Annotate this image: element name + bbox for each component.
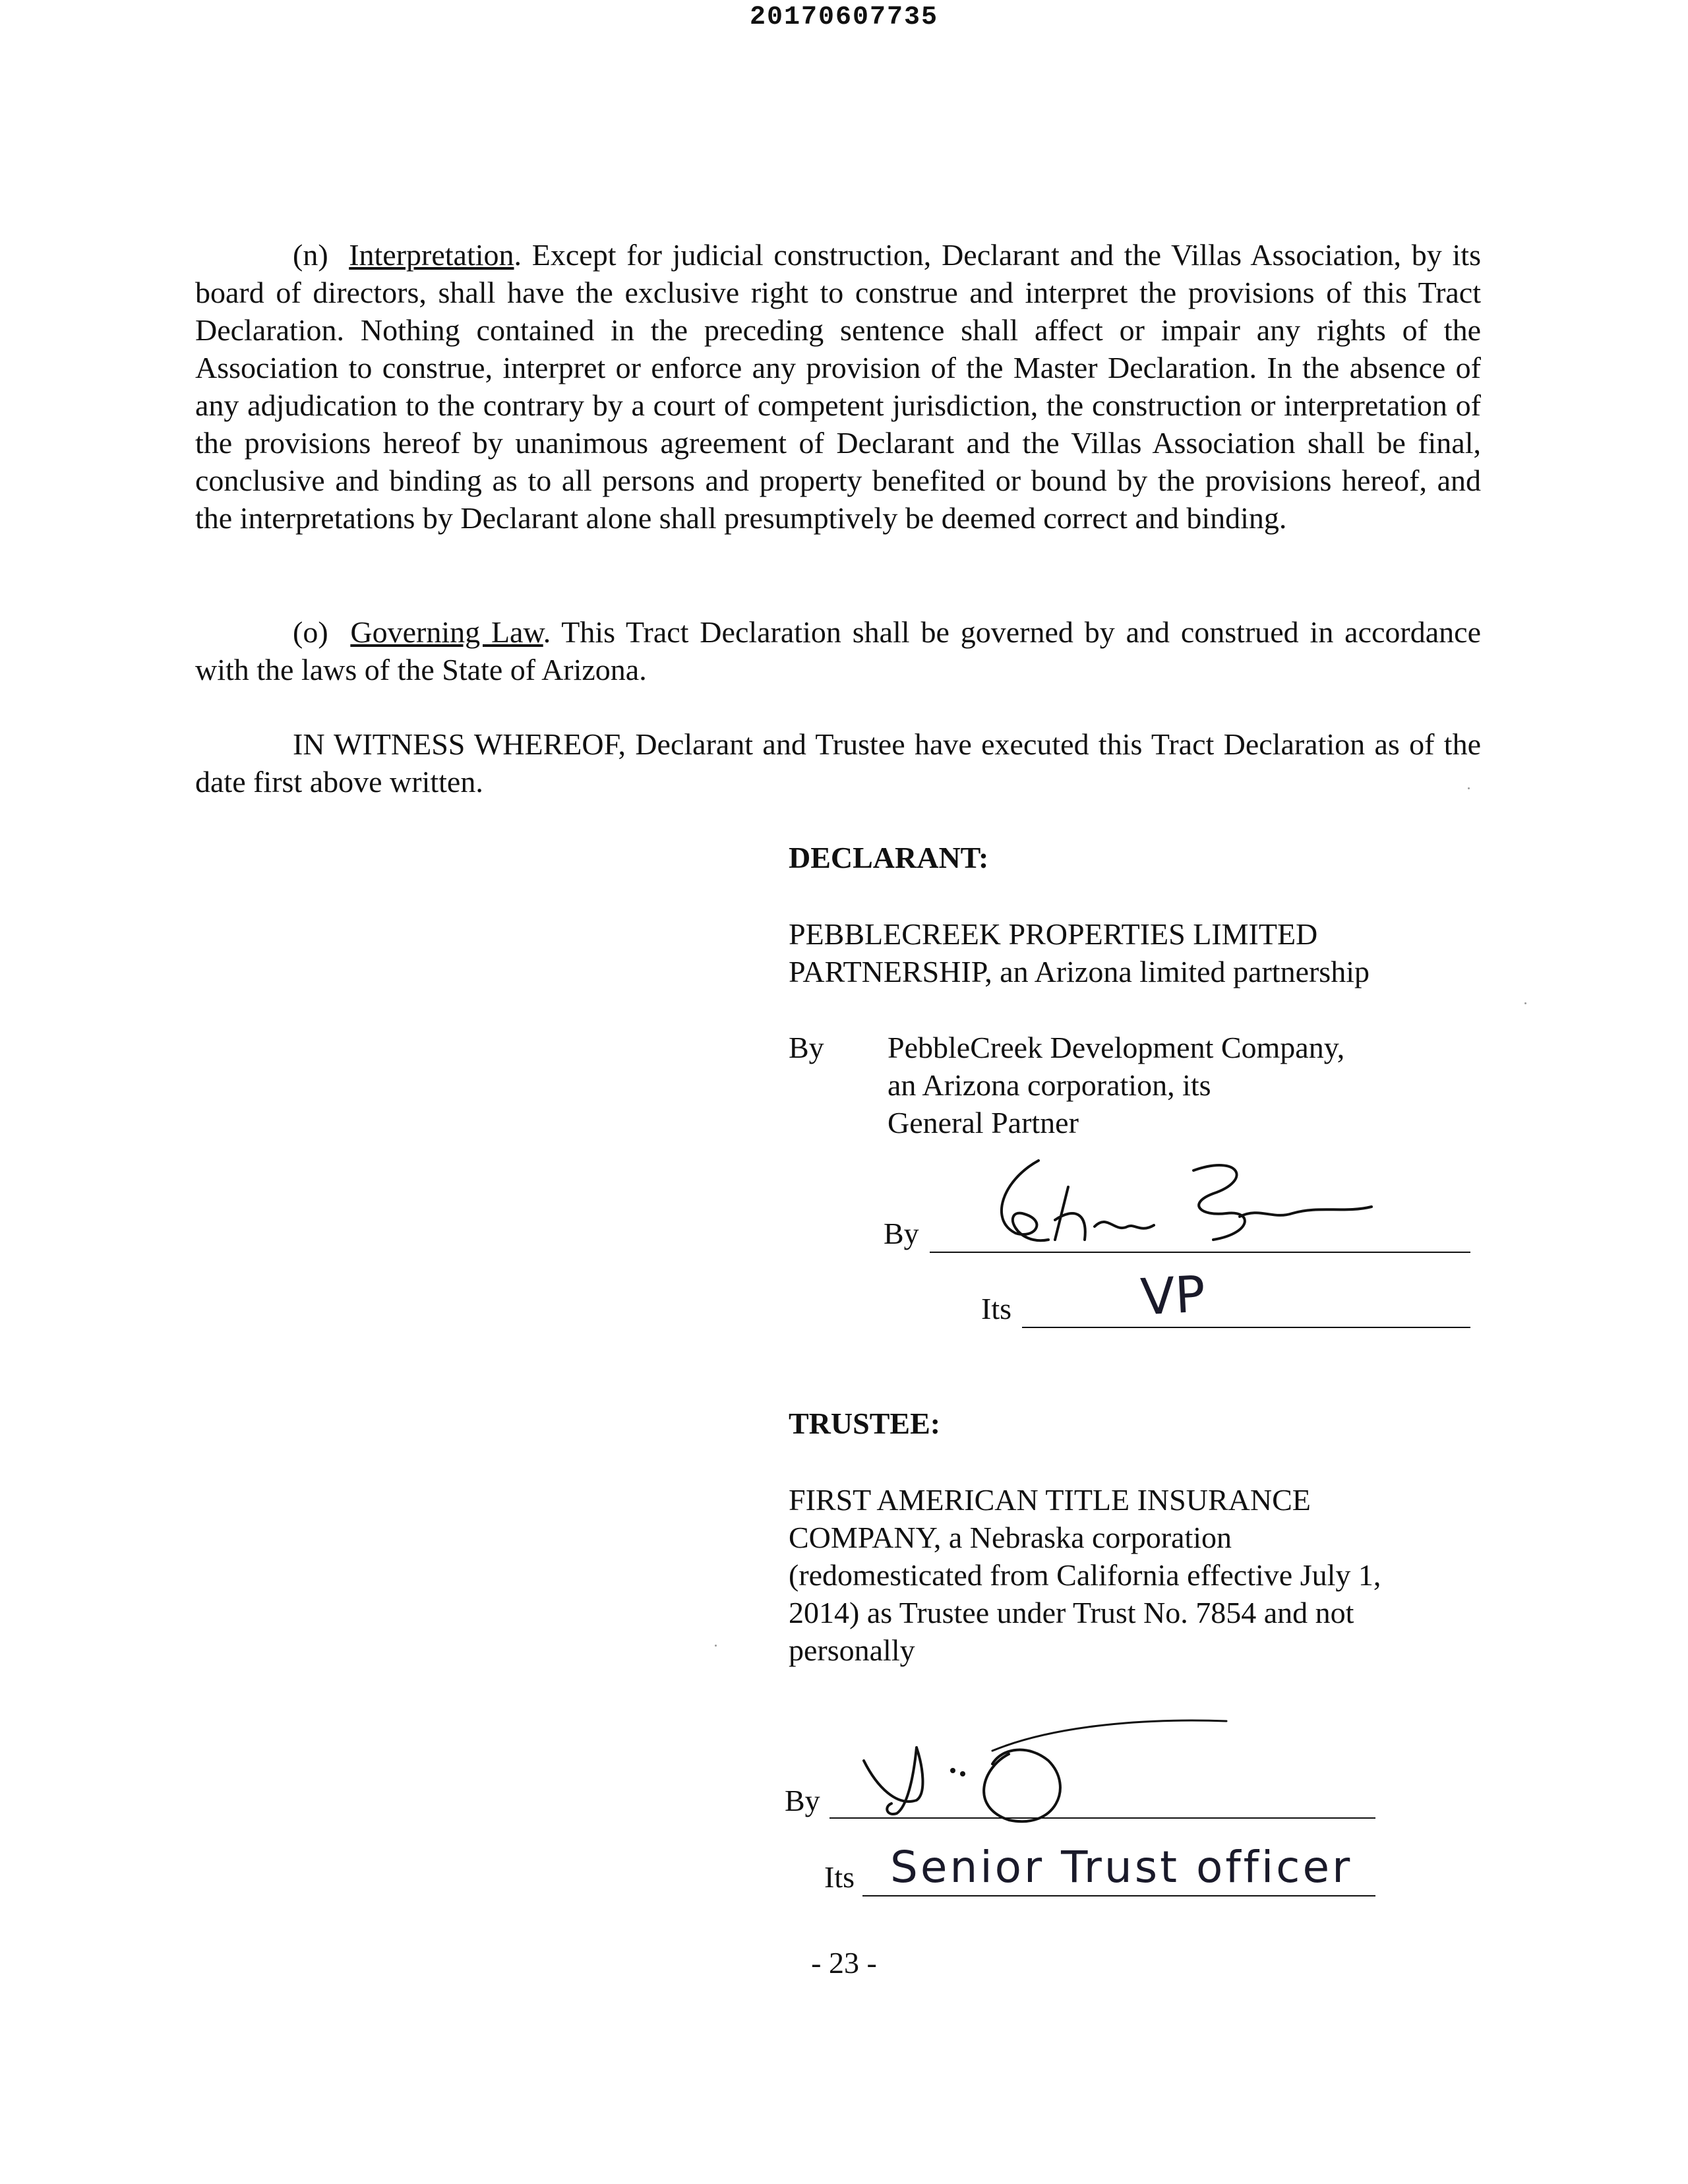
trustee-sig-by-label: By [785,1784,820,1817]
trustee-entity-line4: 2014) as Trustee under Trust No. 7854 and not [789,1596,1354,1629]
witness-paragraph: IN WITNESS WHEREOF, Declarant and Trustee have executed this Tract Declaration as of the date first above written. [195,727,1481,799]
scan-speck [1524,1002,1526,1004]
declarant-entity-line1: PEBBLECREEK PROPERTIES LIMITED [789,917,1318,951]
section-o-title: Governing Law [350,615,543,649]
declarant-entity [789,915,1488,990]
declarant-by-line2: an Arizona corporation, its [888,1068,1211,1102]
trustee-heading: TRUSTEE: [789,1407,941,1440]
declarant-its-handwritten: VP [1139,1264,1207,1327]
declarant-heading: DECLARANT: [789,841,989,874]
declarant-entity-line2: PARTNERSHIP, an Arizona limited partnership [789,955,1370,988]
trustee-entity-line1: FIRST AMERICAN TITLE INSURANCE [789,1483,1311,1517]
section-n-label: (n) [293,238,328,272]
section-n-title: Interpretation [349,238,514,272]
declarant-signature-icon [976,1141,1398,1273]
trustee-entity [789,1481,1488,1669]
declarant-sig-by-label: By [884,1217,919,1250]
page-number: - 23 - [811,1946,877,1980]
declarant-by-line1: PebbleCreek Development Company, [888,1031,1345,1064]
trustee-sig-its-label: Its [824,1860,855,1894]
declarant-by-line3: General Partner [888,1106,1079,1139]
scan-speck [1468,787,1470,789]
trustee-entity-line5: personally [789,1633,915,1667]
trustee-entity-line2: COMPANY, a Nebraska corporation [789,1521,1232,1554]
trustee-its-handwritten: Senior Trust officer [890,1842,1353,1893]
section-o-paragraph [195,613,1481,688]
section-o-label: (o) [293,615,328,649]
trustee-its-line [862,1895,1375,1896]
declarant-by-label: By [789,1031,824,1064]
section-n-body: . Except for judicial construction, Declarant and the Villas Association, by its board of directors, shall have the exclusive right to construe and interpret the provisions of this Tract Declaration. Nothing contained in the preceding sentence shall affect or impair any rights of the Association to construe, interpret or enforce any provision of the Master Declaration. In the absence of any adjudication to the contrary by a court of competent jurisdiction, the construction or interpretation of the provisions hereof by unanimous agreement of Declarant and the Villas Association shall be final, conclusive and binding as to all persons and property benefited or bound by the provisions hereof, and the interpretations by Declarant alone shall presumptively be deemed correct and binding. [195,238,1481,535]
trustee-signature-icon [851,1708,1246,1840]
scan-speck [715,1645,717,1647]
section-n-paragraph [195,236,1481,537]
section-o-body: . This Tract Declaration shall be governed by and construed in accordance with the laws of the State of Arizona. [195,615,1481,686]
declarant-its-line [1022,1327,1470,1328]
declarant-by-entity [888,1029,1468,1141]
document-number: 20170607735 [749,3,939,32]
trustee-entity-line3: (redomesticated from California effective July 1, [789,1558,1381,1592]
declarant-sig-its-label: Its [981,1292,1011,1325]
